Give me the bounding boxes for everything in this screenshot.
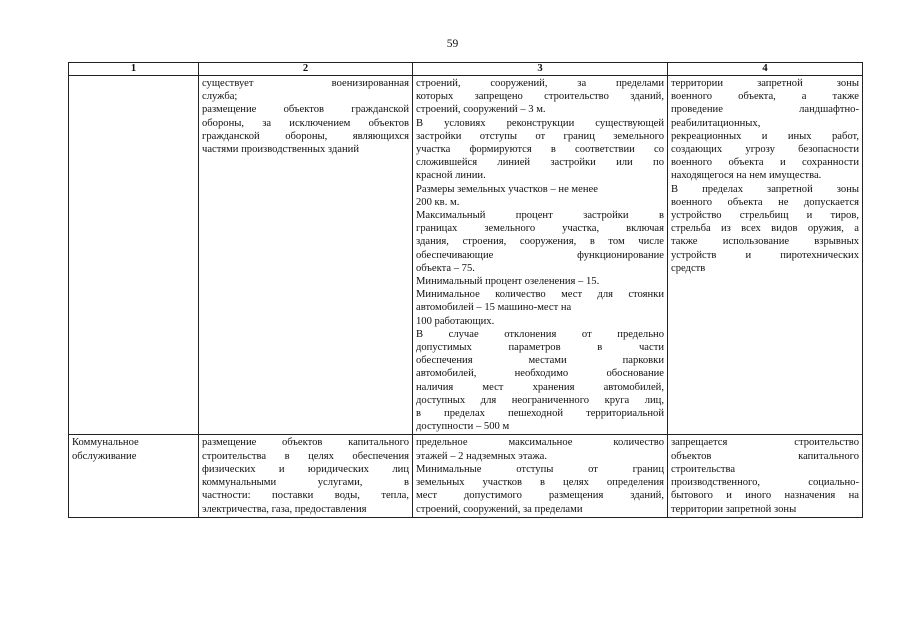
text-line: производственного, социально- [671,477,859,489]
text-line: доступности – 500 м [416,421,510,433]
text-line: в пределах пешеходной территориальной [416,408,664,420]
restrictions-cell [668,435,863,517]
text-line: допустимых параметров в части [416,342,664,354]
text-line: бытового и иного назначения на [671,490,859,502]
land-use-description-cell [199,435,413,517]
page-number: 59 [446,38,459,50]
text-line: проведение ландшафтно- [671,104,859,116]
text-line: земельных участков в целях определения [416,477,664,489]
text-line: служба; [202,91,238,103]
text-line: устройство стрельбищ и тиров, [671,210,859,222]
text-line: строений, сооружений, за пределами [416,78,664,89]
column-header-3: 3 [413,63,668,76]
text-line: физических и юридических лиц [202,463,409,475]
text-line: запрещается строительство [671,437,859,449]
text-line: стрельба из всех видов оружия, а [671,223,859,235]
text-line: 100 работающих. [416,315,495,327]
text-line: этажей – 2 надземных этажа. [416,450,547,462]
text-line: объектов капитального [671,450,859,462]
text-line: создающих угрозу безопасности [671,144,859,156]
text-line: находящегося на нем имущества. [671,170,822,182]
text-line: доступных для неограниченного круга лиц, [416,394,664,406]
text-line: В случае отклонения от предельно [416,328,664,340]
text-line: размещение объектов гражданской [202,104,409,116]
text-line: которых запрещено строительство зданий, [416,91,664,103]
column-header-1: 1 [69,63,199,76]
text-line: средств [671,262,706,274]
text-line: здания, строения, сооружения, в том числе [416,236,664,248]
text-line: обороны, за исключением объектов [202,117,409,129]
text-line: коммунальными услугами, в [202,477,409,489]
text-line: Размеры земельных участков – не менее [416,183,598,195]
text-line: сложившейся линией застройки или по [416,157,664,169]
restrictions-cell [668,76,863,435]
column-header-4: 4 [668,63,863,76]
text-line: наличия мест хранения автомобилей, [416,381,664,393]
text-line: обеспечения местами парковки [416,355,664,367]
text-line: границах земельного участка, включая [416,223,664,235]
land-use-description-cell [199,76,413,435]
text-line: военного объекта не допускается [671,196,859,208]
text-line: предельное максимальное количество [416,437,664,449]
text-line: военного объекта и сохранности [671,157,859,169]
table-header-row [69,63,863,76]
text-line: застройки отступы от границ земельного [416,130,664,142]
text-line: Минимальное количество мест для стоянки [416,289,664,301]
text-line: устройств и пиротехнических [671,249,859,261]
table-row [69,435,863,517]
text-line: существует военизированная [202,78,409,89]
land-use-type-cell [69,76,199,435]
text-line: обслуживание [72,450,137,462]
parameters-cell [413,76,668,435]
text-line: автомобилей, необходимо обоснование [416,368,664,380]
land-use-type-cell [69,435,199,517]
column-header-2: 2 [199,63,413,76]
zoning-regulations-table [68,62,863,518]
text-line: Максимальный процент застройки в [416,210,664,222]
parameters-cell [413,435,668,517]
text-line: объекта – 75. [416,262,475,274]
text-line: строительства [671,463,736,475]
text-line: Коммунальное [72,437,139,449]
text-line: 200 кв. м. [416,196,460,208]
text-line: электричества, газа, предоставления [202,503,367,515]
text-line: Минимальный процент озеленения – 15. [416,276,600,288]
text-line: реабилитационных, [671,117,761,129]
text-line: строений, сооружений, за пределами [416,503,583,515]
text-line: частями производственных зданий [202,144,360,156]
text-line: обеспечивающие функционирование [416,249,664,261]
text-line: строений, сооружений – 3 м. [416,104,546,116]
text-line: рекреационных и иных работ, [671,130,859,142]
text-line: участка формируются в соответствии со [416,144,664,156]
table-body [69,76,863,518]
text-line: автомобилей – 15 машино-мест на [416,302,572,314]
text-line: военного объекта, а также [671,91,859,103]
text-line: красной линии. [416,170,486,182]
text-line: территории запретной зоны [671,503,797,515]
text-line: мест допустимого размещения зданий, [416,490,664,502]
text-line: территории запретной зоны [671,78,859,89]
table-row [69,76,863,435]
text-line: гражданской обороны, являющихся [202,130,409,142]
text-line: В условиях реконструкции существующей [416,117,664,129]
text-line: Минимальные отступы от границ [416,463,664,475]
text-line: частности: поставки воды, тепла, [202,490,409,502]
text-line: также использование взрывных [671,236,859,248]
text-line: размещение объектов капитального [202,437,409,449]
text-line: строительства в целях обеспечения [202,450,409,462]
text-line: В пределах запретной зоны [671,183,859,195]
